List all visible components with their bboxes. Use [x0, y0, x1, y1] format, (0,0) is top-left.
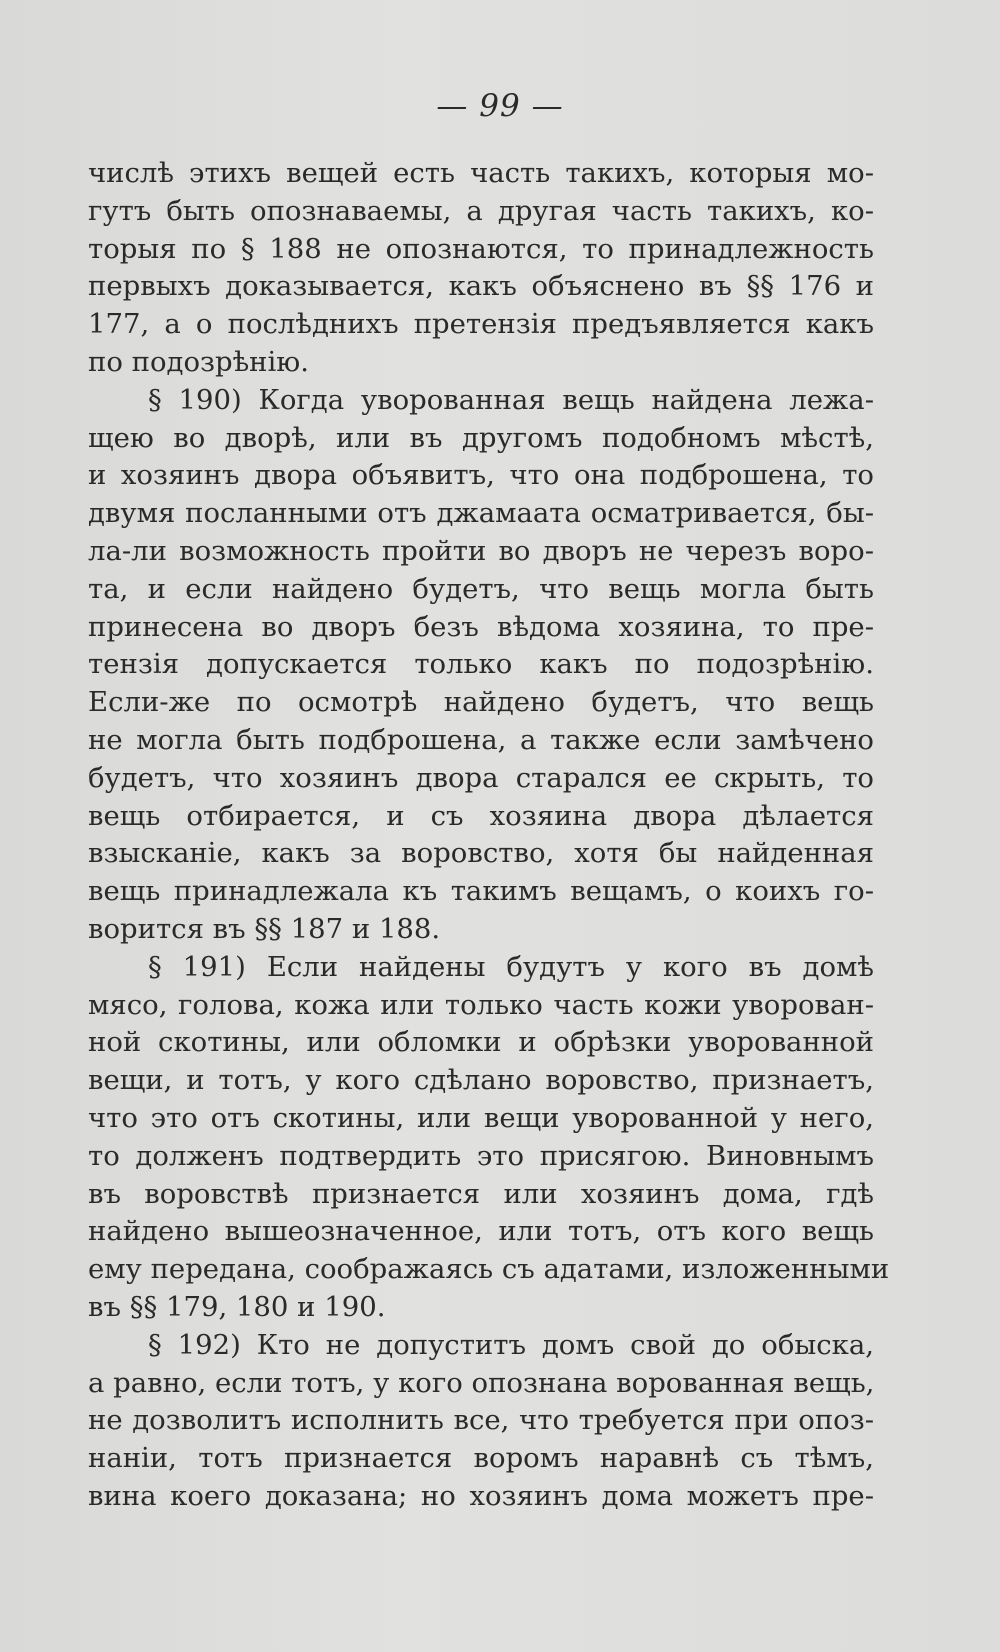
text-line: ной скотины, или обломки и обрѣзки уворованной — [88, 1026, 874, 1059]
text-line: то долженъ подтвердить это присягою. Виновнымъ — [88, 1139, 874, 1172]
paragraph-start-190: § 190) Когда уворованная вещь найдена лежа- — [148, 383, 874, 416]
text-line: вина коего доказана; но хозяинъ дома можетъ пре- — [88, 1479, 874, 1512]
text-line: числѣ этихъ вещей есть часть такихъ, которыя мо- — [88, 157, 874, 189]
text-line: а равно, если тотъ, у кого опознана ворованная вещь, — [88, 1366, 875, 1399]
text-line: 177, а о послѣднихъ претензія предъявляется какъ — [88, 308, 874, 341]
text-line: не дозволитъ исполнить все, что требуется при опоз- — [88, 1404, 874, 1437]
paragraph-start-191: § 191) Если найдены будутъ у кого въ домѣ — [148, 950, 874, 983]
text-line: тензія допускается только какъ по подозрѣнію. — [88, 648, 874, 681]
text-line: будетъ, что хозяинъ двора старался ее скрыть, то — [88, 761, 874, 794]
text-line: вещь отбирается, и съ хозяина двора дѣлается — [88, 799, 874, 832]
page-number: — 99 — — [436, 88, 564, 124]
text-line: и хозяинъ двора объявитъ, что она подброшена, то — [88, 459, 874, 492]
text-line: мясо, голова, кожа или только часть кожи уворован- — [88, 988, 874, 1021]
text-line: первыхъ доказывается, какъ объяснено въ §§ 176 и — [88, 270, 874, 303]
paragraph-start-192: § 192) Кто не допуститъ домъ свой до обыска, — [148, 1328, 874, 1361]
text-line: гутъ быть опознаваемы, а другая часть такихъ, ко- — [88, 194, 874, 227]
text-line: вещи, и тотъ, у кого сдѣлано воровство, признаетъ, — [88, 1064, 874, 1097]
text-line: взысканіе, какъ за воровство, хотя бы найденная — [88, 837, 874, 870]
text-line: по подозрѣнію. — [88, 345, 309, 378]
text-line: щею во дворѣ, или въ другомъ подобномъ мѣстѣ, — [88, 421, 874, 454]
text-line: найдено вышеозначенное, или тотъ, отъ кого вещь — [88, 1215, 874, 1248]
text-line: вещь принадлежала къ такимъ вещамъ, о коихъ го- — [88, 875, 874, 908]
text-line: ворится въ §§ 187 и 188. — [88, 912, 441, 945]
text-line: въ воровствѣ признается или хозяинъ дома, гдѣ — [88, 1177, 874, 1210]
text-line: что это отъ скотины, или вещи уворованной у него, — [88, 1101, 874, 1134]
text-line: та, и если найдено будетъ, что вещь могла быть — [88, 572, 874, 605]
body-text — [88, 155, 890, 1516]
text-line: двумя посланными отъ джамаата осматривается, бы- — [88, 497, 874, 530]
text-line: торыя по § 188 не опознаются, то принадлежность — [88, 232, 874, 265]
text-line: Если-же по осмотрѣ найдено будетъ, что вещь — [88, 686, 874, 719]
text-line: въ §§ 179, 180 и 190. — [88, 1290, 386, 1323]
text-line: не могла быть подброшена, а также если замѣчено — [88, 723, 874, 756]
text-line: принесена во дворъ безъ вѣдома хозяина, то пре- — [88, 610, 874, 643]
text-line: ему передана, соображаясь съ адатами, изложенными — [88, 1253, 890, 1286]
text-line: наніи, тотъ признается воромъ наравнѣ съ тѣмъ, — [88, 1442, 874, 1475]
text-line: ла-ли возможность пройти во дворъ не черезъ воро- — [88, 534, 874, 567]
